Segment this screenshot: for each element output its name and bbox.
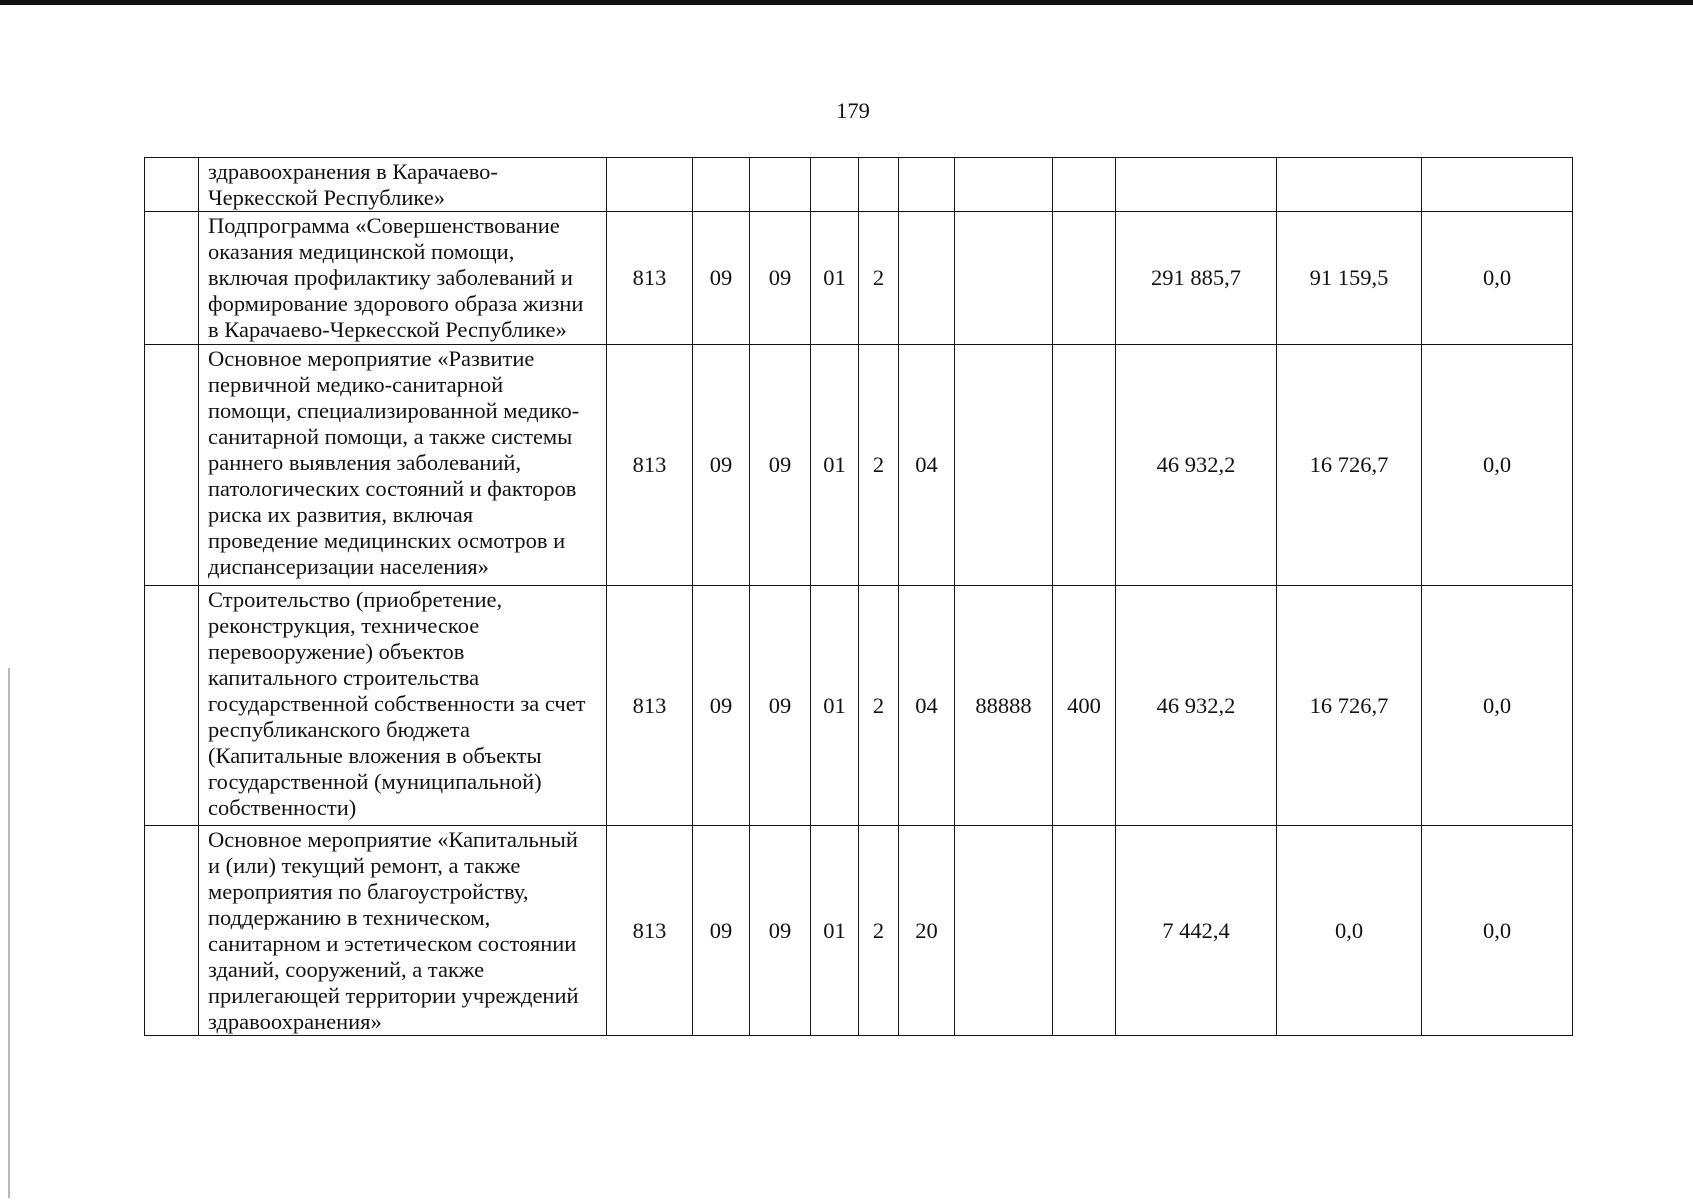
item-name-line: оказания медицинской помощи, [208,239,515,264]
ministry-code-cell [607,158,693,212]
expense-type-cell [1053,345,1116,586]
item-name-line: санитарном и эстетическом состоянии [208,931,577,956]
item-name-line: риска их развития, включая [208,502,474,527]
item-name-line: первичной медико-санитарной [208,372,504,397]
subsection-code-cell: 09 [750,345,811,586]
ministry-code-cell: 813 [607,826,693,1036]
amount-year-3-cell: 0,0 [1422,586,1573,826]
section-code-cell [693,158,750,212]
item-name-line: перевооружение) объектов [208,639,465,664]
amount-year-2-cell: 0,0 [1277,826,1422,1036]
ministry-code-cell: 813 [607,345,693,586]
item-name-line: проведение медицинских осмотров и [208,528,566,553]
item-name-line: Основное мероприятие «Развитие [208,346,535,371]
table-row [145,158,1573,212]
amount-year-1-cell: 46 932,2 [1116,345,1277,586]
item-name-line: здравоохранения в Карачаево- [208,159,498,184]
item-name-line: поддержанию в техническом, [208,905,491,930]
program-code-cell [811,158,859,212]
item-name-line: республиканского бюджета [208,717,471,742]
row-number-cell [145,826,199,1036]
item-name-cell [199,826,607,1036]
expense-type-cell [1053,158,1116,212]
item-name-line: собственности) [208,795,357,820]
table-row [145,826,1573,1036]
scan-edge-line [8,668,10,1198]
expense-type-cell: 400 [1053,586,1116,826]
item-name-line: реконструкция, техническое [208,613,480,638]
item-name-line: (Капитальные вложения в объекты [208,743,542,768]
table-row [145,586,1573,826]
expense-type-cell [1053,826,1116,1036]
item-name-line: капитального строительства [208,665,480,690]
item-name-line: формирование здорового образа жизни [208,291,584,316]
subprogram-code-cell [859,158,899,212]
ministry-code-cell: 813 [607,586,693,826]
item-name-line: Основное мероприятие «Капитальный [208,827,578,852]
expense-direction-cell [955,212,1053,345]
expense-direction-cell [955,158,1053,212]
amount-year-3-cell [1422,158,1573,212]
amount-year-2-cell: 91 159,5 [1277,212,1422,345]
row-number-cell [145,158,199,212]
event-code-cell: 04 [899,345,955,586]
item-name-line: Черкесской Республике» [208,185,445,210]
item-name-line: раннего выявления заболеваний, [208,450,522,475]
event-code-cell [899,158,955,212]
row-number-cell [145,212,199,345]
amount-year-2-cell [1277,158,1422,212]
item-name-line: прилегающей территории учреждений [208,983,579,1008]
amount-year-3-cell: 0,0 [1422,826,1573,1036]
item-name-cell [199,586,607,826]
table-row [145,345,1573,586]
expense-direction-cell [955,345,1053,586]
item-name-line: и (или) текущий ремонт, а также [208,853,521,878]
subprogram-code-cell: 2 [859,212,899,345]
amount-year-1-cell: 7 442,4 [1116,826,1277,1036]
item-name-line: государственной собственности за счет [208,691,586,716]
item-name-cell [199,345,607,586]
amount-year-3-cell: 0,0 [1422,212,1573,345]
table-row [145,212,1573,345]
event-code-cell: 20 [899,826,955,1036]
subprogram-code-cell: 2 [859,586,899,826]
row-number-cell [145,586,199,826]
item-name-line: санитарной помощи, а также системы [208,424,573,449]
subprogram-code-cell: 2 [859,345,899,586]
ministry-code-cell: 813 [607,212,693,345]
amount-year-2-cell: 16 726,7 [1277,586,1422,826]
item-name-cell [199,212,607,345]
expense-type-cell [1053,212,1116,345]
amount-year-3-cell: 0,0 [1422,345,1573,586]
item-name-line: мероприятия по благоустройству, [208,879,529,904]
budget-table [144,157,1573,1036]
subsection-code-cell: 09 [750,212,811,345]
item-name-line: здравоохранения» [208,1009,382,1034]
page-number: 179 [836,98,870,123]
item-name-line: Подпрограмма «Совершенствование [208,213,560,238]
program-code-cell: 01 [811,586,859,826]
item-name-line: в Карачаево-Черкесской Республике» [208,317,567,342]
program-code-cell: 01 [811,826,859,1036]
item-name-line: помощи, специализированной медико- [208,398,580,423]
item-name-line: патологических состояний и факторов [208,476,577,501]
item-name-line: диспансеризации населения» [208,554,489,579]
event-code-cell [899,212,955,345]
row-number-cell [145,345,199,586]
item-name-line: зданий, сооружений, а также [208,957,485,982]
amount-year-2-cell: 16 726,7 [1277,345,1422,586]
amount-year-1-cell: 46 932,2 [1116,586,1277,826]
subsection-code-cell: 09 [750,826,811,1036]
amount-year-1-cell [1116,158,1277,212]
item-name-line: Строительство (приобретение, [208,587,503,612]
subprogram-code-cell: 2 [859,826,899,1036]
item-name-cell [199,158,607,212]
section-code-cell: 09 [693,345,750,586]
section-code-cell: 09 [693,826,750,1036]
amount-year-1-cell: 291 885,7 [1116,212,1277,345]
subsection-code-cell [750,158,811,212]
expense-direction-cell: 88888 [955,586,1053,826]
section-code-cell: 09 [693,586,750,826]
subsection-code-cell: 09 [750,586,811,826]
top-border-rule [0,0,1693,5]
event-code-cell: 04 [899,586,955,826]
section-code-cell: 09 [693,212,750,345]
item-name-line: включая профилактику заболеваний и [208,265,573,290]
program-code-cell: 01 [811,345,859,586]
program-code-cell: 01 [811,212,859,345]
item-name-line: государственной (муниципальной) [208,769,542,794]
expense-direction-cell [955,826,1053,1036]
